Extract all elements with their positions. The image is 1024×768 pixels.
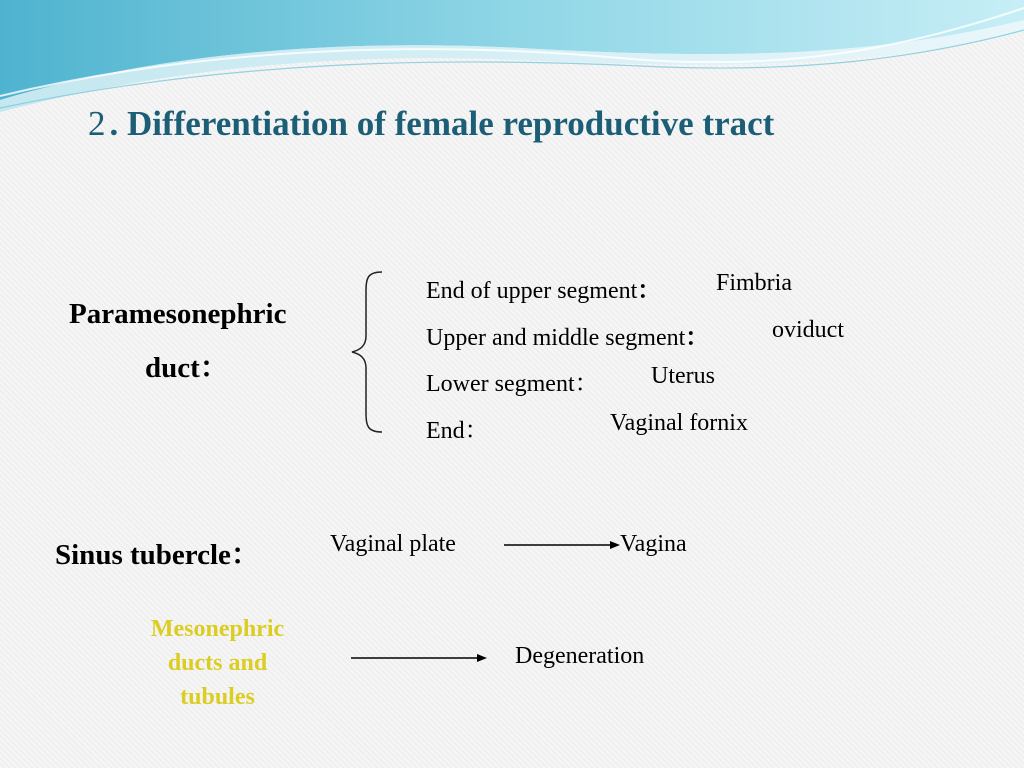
sinus-tubercle-label: Sinus tubercle： — [55, 539, 260, 571]
arrow-right-icon — [504, 538, 622, 552]
segment-result-oviduct: oviduct — [772, 317, 844, 343]
segment-result-fimbria: Fimbria — [716, 270, 792, 296]
vaginal-plate-text: Vaginal plate — [330, 531, 456, 557]
segment-lower — [426, 363, 599, 398]
arrow-right-icon — [351, 651, 489, 665]
vagina-text: Vagina — [620, 531, 687, 557]
segment-colon: ： — [574, 371, 599, 397]
paramesonephric-label-line2: duct： — [145, 352, 229, 384]
segment-result-uterus: Uterus — [651, 363, 715, 389]
paramesonephric-label-line1: Paramesonephric — [69, 298, 287, 330]
title-text: . Differentiation of female reproductive tract — [109, 104, 775, 143]
title-number: 2 — [88, 104, 106, 143]
mesonephric-label-line3: tubules — [180, 684, 255, 710]
segment-name: Upper and middle segment — [426, 325, 686, 351]
segment-upper-end — [426, 270, 661, 305]
segment-result-vaginal-fornix: Vaginal fornix — [610, 410, 748, 436]
segment-name: End — [426, 418, 465, 444]
mesonephric-label-line1: Mesonephric — [150, 616, 285, 642]
mesonephric-label-line2: ducts and — [167, 650, 268, 676]
curly-brace — [346, 270, 388, 434]
degeneration-text: Degeneration — [515, 643, 645, 669]
segment-end — [426, 410, 489, 445]
mesonephric-label — [130, 612, 305, 714]
segment-colon: ： — [685, 325, 710, 351]
segment-upper-middle — [426, 317, 709, 352]
segment-colon: ： — [637, 278, 662, 304]
segment-colon: ： — [464, 418, 489, 444]
segment-name: Lower segment — [426, 371, 575, 397]
segment-name: End of upper segment — [426, 278, 638, 304]
slide-title — [88, 104, 774, 144]
decorative-wave-header — [0, 0, 1024, 120]
